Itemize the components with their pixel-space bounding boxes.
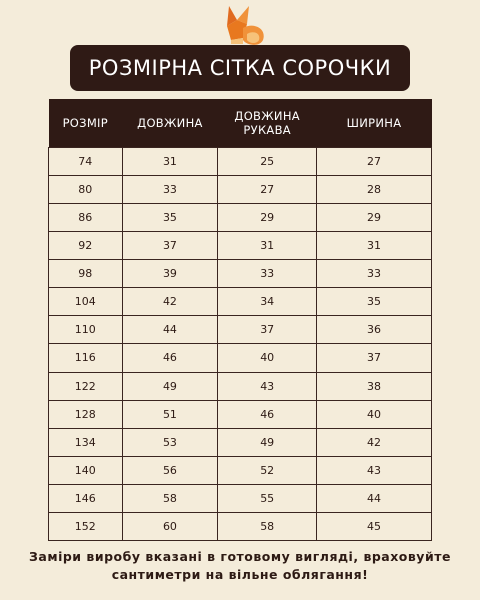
cell-size: 134 xyxy=(49,428,123,456)
header-sleeve-length: ДОВЖИНА РУКАВА xyxy=(218,99,317,148)
cell-width: 35 xyxy=(317,288,432,316)
cell-width: 37 xyxy=(317,344,432,372)
size-table xyxy=(48,99,432,541)
header-width: ШИРИНА xyxy=(317,99,432,148)
cell-width: 29 xyxy=(317,204,432,232)
cell-size: 92 xyxy=(49,232,123,260)
cell-length: 37 xyxy=(122,232,218,260)
cell-sleeve-length: 31 xyxy=(218,232,317,260)
fox-icon xyxy=(213,2,269,48)
cell-sleeve-length: 52 xyxy=(218,456,317,484)
cell-length: 58 xyxy=(122,484,218,512)
table-row xyxy=(49,288,432,316)
table-row xyxy=(49,316,432,344)
cell-length: 39 xyxy=(122,260,218,288)
cell-size: 110 xyxy=(49,316,123,344)
cell-size: 128 xyxy=(49,400,123,428)
cell-width: 33 xyxy=(317,260,432,288)
cell-length: 53 xyxy=(122,428,218,456)
cell-size: 74 xyxy=(49,148,123,176)
page-title: РОЗМІРНА СІТКА СОРОЧКИ xyxy=(70,45,410,91)
cell-length: 31 xyxy=(122,148,218,176)
cell-width: 45 xyxy=(317,512,432,540)
cell-length: 56 xyxy=(122,456,218,484)
cell-size: 98 xyxy=(49,260,123,288)
table-row xyxy=(49,484,432,512)
cell-size: 152 xyxy=(49,512,123,540)
cell-size: 146 xyxy=(49,484,123,512)
cell-sleeve-length: 33 xyxy=(218,260,317,288)
table-row xyxy=(49,232,432,260)
table-row xyxy=(49,456,432,484)
cell-sleeve-length: 27 xyxy=(218,176,317,204)
cell-sleeve-length: 49 xyxy=(218,428,317,456)
table-row xyxy=(49,400,432,428)
table-row xyxy=(49,176,432,204)
table-row xyxy=(49,428,432,456)
cell-sleeve-length: 40 xyxy=(218,344,317,372)
note-line-1: Заміри виробу вказані в готовому вигляді, враховуйте xyxy=(29,549,451,564)
cell-sleeve-length: 25 xyxy=(218,148,317,176)
cell-sleeve-length: 55 xyxy=(218,484,317,512)
cell-sleeve-length: 46 xyxy=(218,400,317,428)
cell-width: 44 xyxy=(317,484,432,512)
cell-width: 36 xyxy=(317,316,432,344)
cell-width: 40 xyxy=(317,400,432,428)
cell-width: 42 xyxy=(317,428,432,456)
cell-sleeve-length: 43 xyxy=(218,372,317,400)
cell-length: 42 xyxy=(122,288,218,316)
cell-length: 46 xyxy=(122,344,218,372)
cell-width: 31 xyxy=(317,232,432,260)
cell-width: 28 xyxy=(317,176,432,204)
cell-sleeve-length: 37 xyxy=(218,316,317,344)
cell-length: 35 xyxy=(122,204,218,232)
table-row xyxy=(49,512,432,540)
cell-size: 86 xyxy=(49,204,123,232)
table-row xyxy=(49,344,432,372)
table-row xyxy=(49,204,432,232)
cell-size: 80 xyxy=(49,176,123,204)
cell-size: 122 xyxy=(49,372,123,400)
measurement-note xyxy=(0,548,480,584)
note-line-2: сантиметри на вільне облягання! xyxy=(111,567,369,582)
cell-width: 43 xyxy=(317,456,432,484)
cell-length: 49 xyxy=(122,372,218,400)
header-length: ДОВЖИНА xyxy=(122,99,218,148)
cell-length: 51 xyxy=(122,400,218,428)
cell-size: 140 xyxy=(49,456,123,484)
table-header-row xyxy=(49,99,432,148)
cell-sleeve-length: 29 xyxy=(218,204,317,232)
cell-size: 116 xyxy=(49,344,123,372)
header-size: РОЗМІР xyxy=(49,99,123,148)
cell-length: 60 xyxy=(122,512,218,540)
cell-length: 33 xyxy=(122,176,218,204)
cell-sleeve-length: 58 xyxy=(218,512,317,540)
cell-width: 27 xyxy=(317,148,432,176)
table-row xyxy=(49,260,432,288)
cell-size: 104 xyxy=(49,288,123,316)
cell-sleeve-length: 34 xyxy=(218,288,317,316)
cell-length: 44 xyxy=(122,316,218,344)
table-row xyxy=(49,148,432,176)
cell-width: 38 xyxy=(317,372,432,400)
table-row xyxy=(49,372,432,400)
